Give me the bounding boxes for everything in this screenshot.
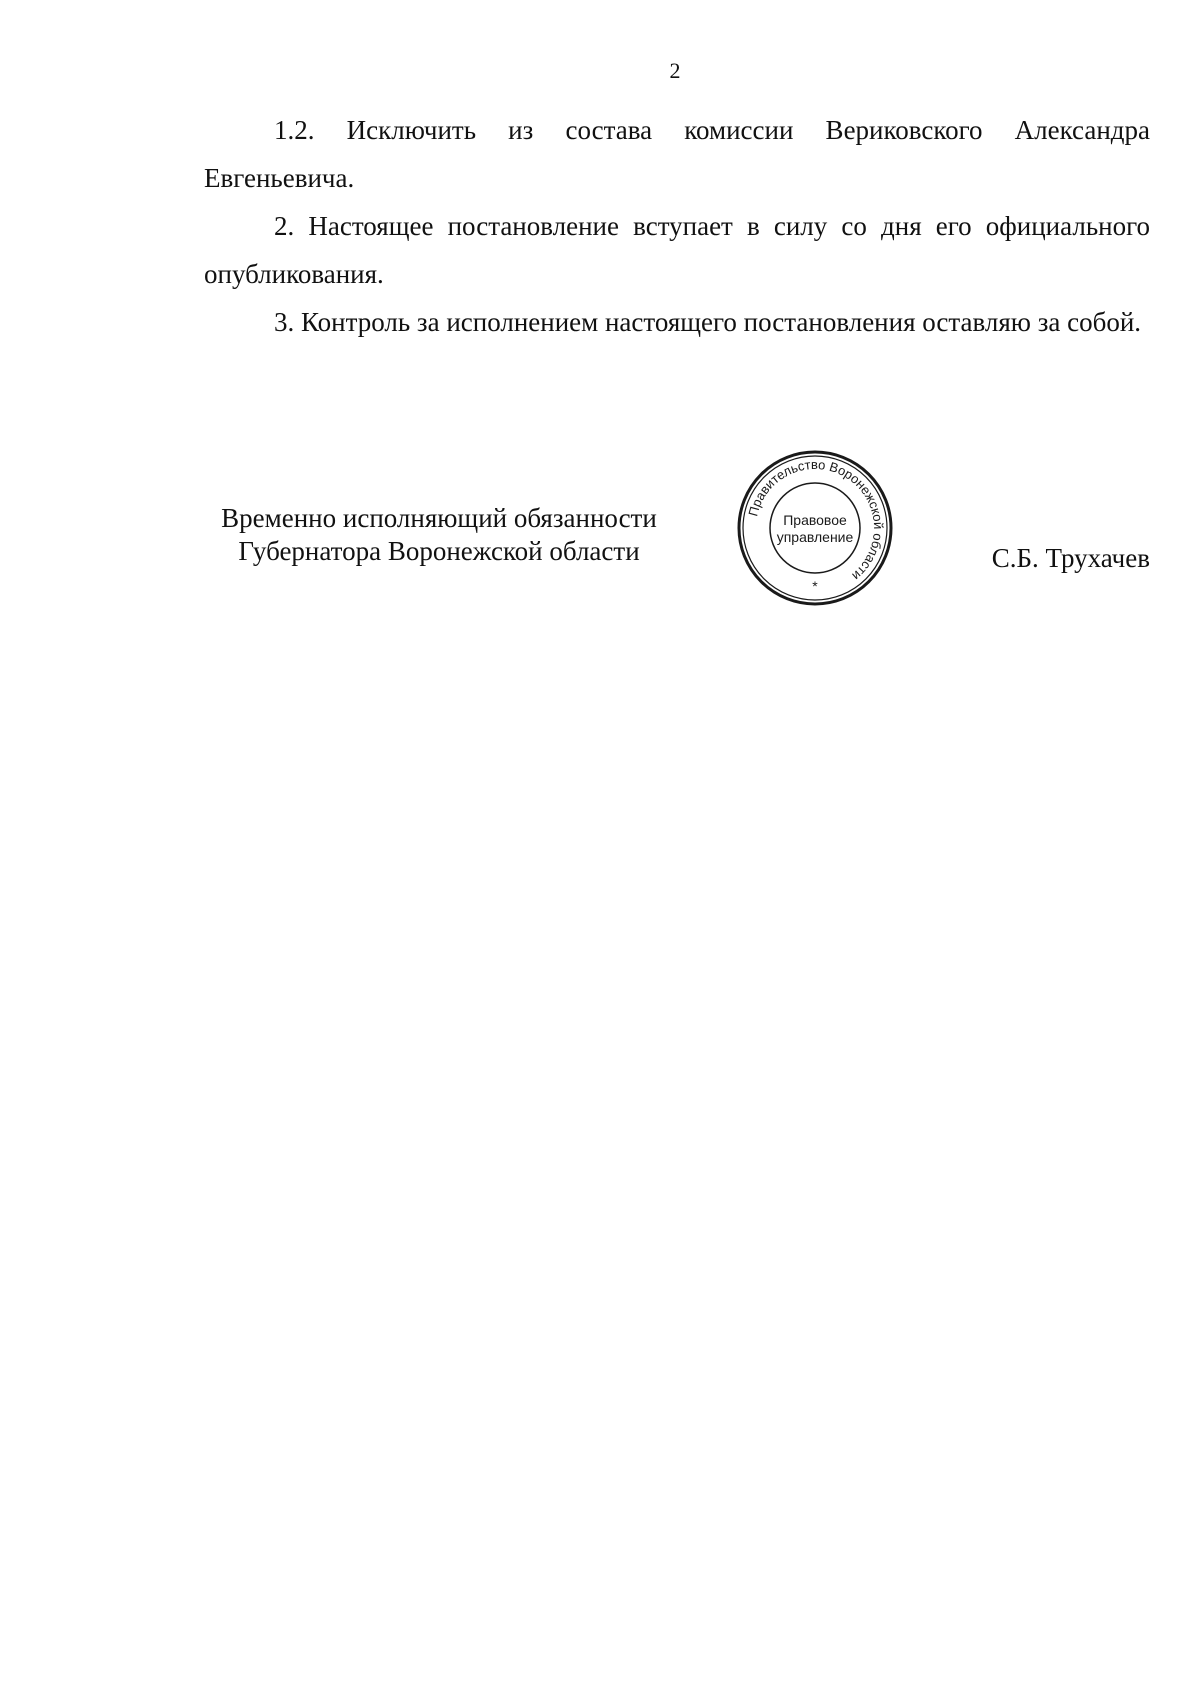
stamp-inner-ring xyxy=(770,483,860,573)
signatory-position-line-2: Губернатора Воронежской области xyxy=(238,536,640,566)
document-body xyxy=(204,106,1150,346)
signatory-position-line-1: Временно исполняющий обязанности xyxy=(221,503,657,533)
official-seal-stamp xyxy=(735,448,895,608)
stamp-center-line-2: управление xyxy=(776,529,854,545)
page-number: 2 xyxy=(669,58,681,83)
paragraph-2: 2. Настоящее постановление вступает в силу со дня его официального опубликования. xyxy=(204,211,1150,289)
signatory-name: С.Б. Трухачев xyxy=(991,543,1150,573)
stamp-star: * xyxy=(812,578,818,594)
paragraph-3: 3. Контроль за исполнением настоящего постановления оставляю за собой. xyxy=(274,307,1142,337)
stamp-center-line-1: Правовое xyxy=(783,512,847,528)
paragraph-1-2: 1.2. Исключить из состава комиссии Вериковского Александра Евгеньевича. xyxy=(204,115,1150,193)
signatory-position xyxy=(204,502,674,568)
stamp-ring-text: Правительство Воронежской области xyxy=(745,456,887,584)
